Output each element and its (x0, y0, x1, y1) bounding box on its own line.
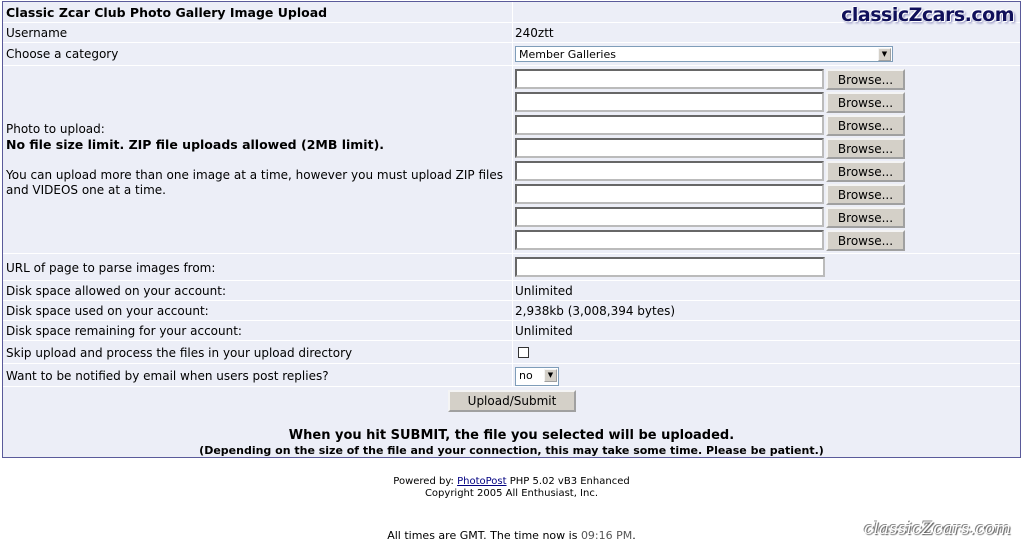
notify-row (3, 364, 1020, 387)
username-value: 240ztt (515, 26, 554, 40)
powered-prefix: Powered by: (393, 476, 454, 487)
file-input-2 (515, 92, 905, 112)
notify-select-value: no (519, 369, 533, 382)
username-label: Username (6, 26, 68, 40)
copyright: Copyright 2005 All Enthusiast, Inc. (424, 488, 599, 499)
url-label: URL of page to parse images from: (6, 261, 216, 275)
powered-by-line (0, 476, 1023, 488)
category-select[interactable] (515, 46, 893, 62)
chevron-down-icon: ▼ (878, 48, 891, 61)
file-input-1 (515, 69, 905, 89)
time-suffix: . (632, 529, 636, 542)
browse-button-7[interactable]: Browse... (826, 207, 905, 228)
photo-upload-row (3, 66, 1020, 254)
skip-upload-row (3, 341, 1020, 364)
file-path-input-6[interactable] (515, 184, 824, 204)
disk-allowed-label: Disk space allowed on your account: (6, 284, 227, 298)
file-input-7 (515, 207, 905, 227)
disk-remaining-value: Unlimited (515, 324, 573, 338)
browse-button-4[interactable]: Browse... (826, 138, 905, 159)
browse-button-8[interactable]: Browse... (826, 230, 905, 251)
category-label: Choose a category (6, 47, 119, 61)
file-input-5 (515, 161, 905, 181)
browse-button-6[interactable]: Browse... (826, 184, 905, 205)
file-input-4 (515, 138, 905, 158)
browse-button-3[interactable]: Browse... (826, 115, 905, 136)
url-input[interactable] (515, 257, 825, 277)
browse-button-2[interactable]: Browse... (826, 92, 905, 113)
page-title: Classic Zcar Club Photo Gallery Image Upload (6, 5, 328, 20)
file-path-input-2[interactable] (515, 92, 824, 112)
file-path-input-3[interactable] (515, 115, 824, 135)
site-logo: classicZcars.com (841, 4, 1014, 26)
skip-upload-checkbox[interactable] (518, 347, 529, 358)
disk-allowed-value: Unlimited (515, 284, 573, 298)
photo-multi-note: You can upload more than one image at a time, however you must upload ZIP files and VIDEOS one at a time. (6, 168, 503, 197)
chevron-down-icon: ▼ (544, 369, 557, 382)
username-row (3, 23, 1020, 43)
powered-suffix: PHP 5.02 vB3 Enhanced (509, 476, 630, 487)
disk-remaining-row (3, 321, 1020, 341)
disk-allowed-row (3, 281, 1020, 301)
submit-note: When you hit SUBMIT, the file you selected will be uploaded. (288, 428, 735, 443)
disk-used-value: 2,938kb (3,008,394 bytes) (515, 304, 676, 318)
file-path-input-1[interactable] (515, 69, 824, 89)
time-prefix: All times are GMT. The time now is (387, 529, 578, 542)
skip-upload-label: Skip upload and process the files in your upload directory (6, 346, 353, 360)
time-value: 09:16 PM (580, 529, 633, 542)
file-input-6 (515, 184, 905, 204)
file-input-8 (515, 230, 905, 250)
url-row (3, 254, 1020, 281)
category-row (3, 43, 1020, 66)
upload-submit-button[interactable]: Upload/Submit (448, 390, 576, 412)
disk-used-row (3, 301, 1020, 321)
upload-form-panel (2, 1, 1021, 458)
photo-label: Photo to upload: (6, 122, 105, 136)
browse-button-1[interactable]: Browse... (826, 69, 905, 90)
notify-select[interactable] (515, 367, 559, 386)
disk-remaining-label: Disk space remaining for your account: (6, 324, 242, 338)
file-path-input-5[interactable] (515, 161, 824, 181)
file-input-3 (515, 115, 905, 135)
submit-subnote: (Depending on the size of the file and your connection, this may take some time. Please be patient.) (199, 444, 824, 457)
notify-label: Want to be notified by email when users post replies? (6, 369, 329, 383)
category-select-value: Member Galleries (519, 48, 616, 61)
file-path-input-7[interactable] (515, 207, 824, 227)
browse-button-5[interactable]: Browse... (826, 161, 905, 182)
photo-limit-note: No file size limit. ZIP file uploads allowed (2MB limit). (6, 137, 385, 152)
file-path-input-4[interactable] (515, 138, 824, 158)
photopost-link[interactable]: PhotoPost (457, 476, 507, 487)
watermark-logo: classicZcars.com (863, 519, 1011, 539)
file-path-input-8[interactable] (515, 230, 824, 250)
title-row (3, 2, 1020, 26)
disk-used-label: Disk space used on your account: (6, 304, 209, 318)
